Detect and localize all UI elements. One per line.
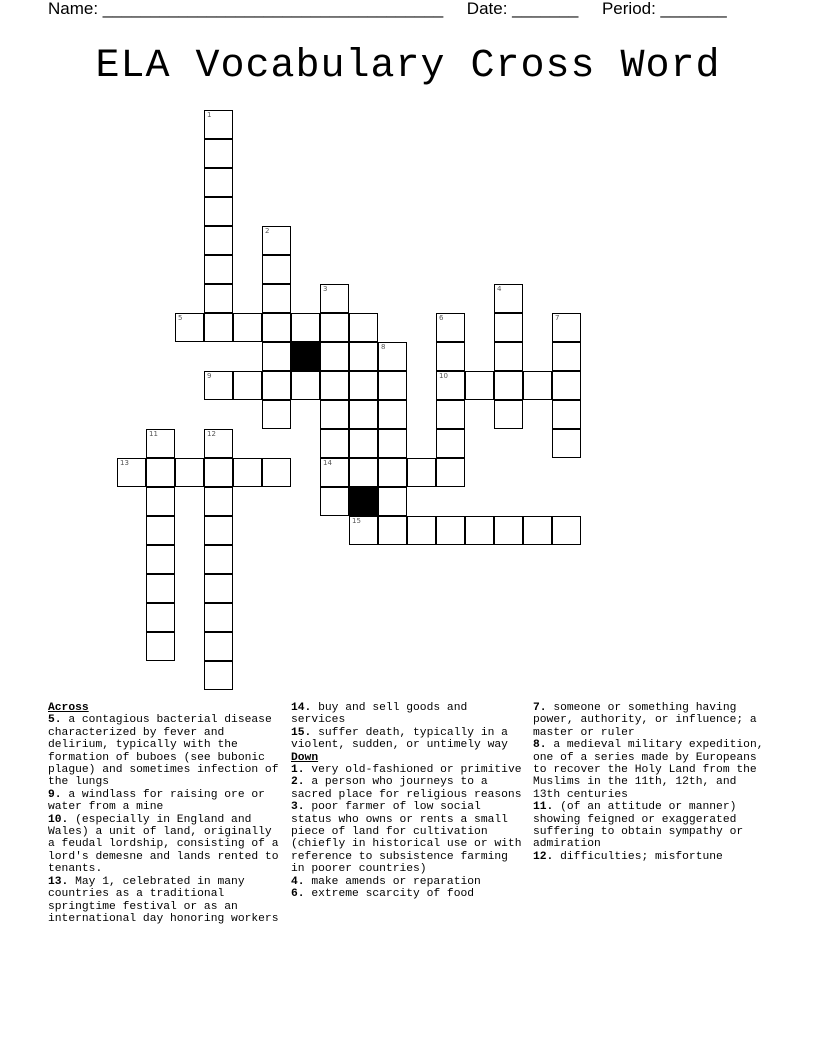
grid-cell[interactable] [552,400,581,429]
clue-number: 9 [207,372,212,380]
grid-cell[interactable] [349,429,378,458]
grid-cell[interactable] [262,400,291,429]
grid-cell[interactable] [552,313,581,342]
grid-cell[interactable] [349,458,378,487]
black-square [291,342,320,371]
grid-cell[interactable] [204,516,233,545]
grid-cell[interactable] [233,371,262,400]
grid-cell[interactable] [146,603,175,632]
grid-cell[interactable] [204,371,233,400]
clue-down-4: 4. make amends or reparation [291,875,481,888]
grid-cell[interactable] [378,429,407,458]
grid-cell[interactable] [204,255,233,284]
grid-cell[interactable] [204,168,233,197]
grid-cell[interactable] [262,371,291,400]
grid-cell[interactable] [320,429,349,458]
grid-cell[interactable] [204,226,233,255]
grid-cell[interactable] [349,313,378,342]
clue-number: 15 [352,517,361,525]
grid-cell[interactable] [552,371,581,400]
grid-cell[interactable] [494,342,523,371]
clues-column-2 [291,702,523,901]
grid-cell[interactable] [436,429,465,458]
grid-cell[interactable] [494,516,523,545]
grid-cell[interactable] [204,574,233,603]
grid-cell[interactable] [204,139,233,168]
clue-across-10: 10. (especially in England and Wales) a unit of land, originally a feudal lordship, consisting of a lord's demesne and lands rented to tenants. [48,813,279,876]
grid-cell[interactable] [204,487,233,516]
grid-cell[interactable] [494,371,523,400]
page-title: ELA Vocabulary Cross Word [95,44,721,89]
clues-column-1 [48,702,280,925]
clue-across-5: 5. a contagious bacterial disease characterized by fever and delirium, typically with the formation of buboes (see bubonic plague) and sometimes infection of the lungs [48,714,279,789]
grid-cell[interactable] [146,429,175,458]
grid-cell[interactable] [349,342,378,371]
clue-number: 12 [207,430,216,438]
grid-cell[interactable] [436,342,465,371]
clue-number: 3 [323,285,328,293]
clue-number: 10 [439,372,448,380]
across-heading: Across [48,702,89,714]
grid-cell[interactable] [204,284,233,313]
clues-column-3 [533,702,765,863]
grid-cell[interactable] [262,342,291,371]
grid-cell[interactable] [320,458,349,487]
grid-cell[interactable] [552,342,581,371]
clue-down-12: 12. difficulties; misfortune [533,850,723,863]
grid-cell[interactable] [233,458,262,487]
clue-down-6: 6. extreme scarcity of food [291,888,475,901]
grid-cell[interactable] [378,487,407,516]
grid-cell[interactable] [291,313,320,342]
grid-cell[interactable] [436,516,465,545]
grid-cell[interactable] [204,458,233,487]
grid-cell[interactable] [204,603,233,632]
grid-cell[interactable] [204,545,233,574]
grid-cell[interactable] [349,371,378,400]
grid-cell[interactable] [320,284,349,313]
grid-cell[interactable] [378,342,407,371]
grid-cell[interactable] [494,400,523,429]
clue-number: 6 [439,314,444,322]
clue-down-2: 2. a person who journeys to a sacred place for religious reasons [291,776,522,801]
clue-number: 8 [381,343,386,351]
grid-cell[interactable] [204,661,233,690]
grid-cell[interactable] [262,255,291,284]
grid-cell[interactable] [146,487,175,516]
grid-cell[interactable] [552,516,581,545]
grid-cell[interactable] [320,313,349,342]
grid-cell[interactable] [117,458,146,487]
clue-number: 13 [120,459,129,467]
clue-number: 7 [555,314,560,322]
grid-cell[interactable] [378,371,407,400]
grid-cell[interactable] [436,371,465,400]
clue-down-8: 8. a medieval military expedition, one of a series made by Europeans to recover the Holy Land from the Muslims in the 11th, 12th, and 13th centuries [533,739,764,801]
grid-cell[interactable] [175,458,204,487]
period-field[interactable]: Period: _______ [601,0,727,18]
grid-cell[interactable] [349,400,378,429]
clue-down-1: 1. very old-fashioned or primitive [291,764,522,777]
clue-across-13: 13. May 1, celebrated in many countries as a traditional springtime festival or as an international day honoring workers [48,875,279,925]
clue-number: 11 [149,430,158,438]
grid-cell[interactable] [407,516,436,545]
grid-cell[interactable] [204,197,233,226]
clue-number: 1 [207,111,212,119]
grid-cell[interactable] [146,574,175,603]
grid-cell[interactable] [320,342,349,371]
grid-cell[interactable] [378,516,407,545]
grid-cell[interactable] [262,313,291,342]
grid-cell[interactable] [291,371,320,400]
clue-across-14: 14. buy and sell goods and services [291,702,468,727]
clue-number: 4 [497,285,502,293]
grid-cell[interactable] [262,284,291,313]
clue-number: 14 [323,459,332,467]
grid-cell[interactable] [552,429,581,458]
grid-cell[interactable] [465,516,494,545]
grid-cell[interactable] [436,313,465,342]
grid-cell[interactable] [262,226,291,255]
clue-down-11: 11. (of an attitude or manner) showing feigned or exaggerated suffering to obtain sympathy or admiration [533,801,744,851]
grid-cell[interactable] [378,400,407,429]
down-heading: Down [291,751,319,764]
grid-cell[interactable] [320,400,349,429]
grid-cell[interactable] [436,400,465,429]
grid-cell[interactable] [233,313,262,342]
grid-cell[interactable] [523,516,552,545]
clue-across-15: 15. suffer death, typically in a violent, sudden, or untimely way [291,726,508,752]
grid-cell[interactable] [320,487,349,516]
clue-number: 2 [265,227,270,235]
grid-cell[interactable] [523,371,552,400]
grid-cell[interactable] [378,458,407,487]
grid-cell[interactable] [146,545,175,574]
clue-down-3: 3. poor farmer of low social status who owns or rents a small piece of land for cultivation (chiefly in historical use or with reference to subsistence farming in poorer countries) [291,801,522,876]
black-square [349,487,378,516]
clue-number: 5 [178,314,183,322]
grid-cell[interactable] [204,110,233,139]
grid-cell[interactable] [146,458,175,487]
grid-cell[interactable] [175,313,204,342]
grid-cell[interactable] [204,632,233,661]
grid-cell[interactable] [146,516,175,545]
grid-cell[interactable] [465,371,494,400]
grid-cell[interactable] [494,284,523,313]
grid-cell[interactable] [494,313,523,342]
clue-down-7: 7. someone or something having power, authority, or influence; a master or ruler [533,702,757,739]
grid-cell[interactable] [407,458,436,487]
grid-cell[interactable] [146,632,175,661]
grid-cell[interactable] [262,458,291,487]
date-field[interactable]: Date: _______ [466,0,579,18]
grid-cell[interactable] [436,458,465,487]
grid-cell[interactable] [204,429,233,458]
grid-cell[interactable] [204,313,233,342]
grid-cell[interactable] [320,371,349,400]
grid-cell[interactable] [349,516,378,545]
clue-across-9: 9. a windlass for raising ore or water from a mine [48,788,265,814]
name-field[interactable]: Name: ____________________________________ [48,0,444,18]
